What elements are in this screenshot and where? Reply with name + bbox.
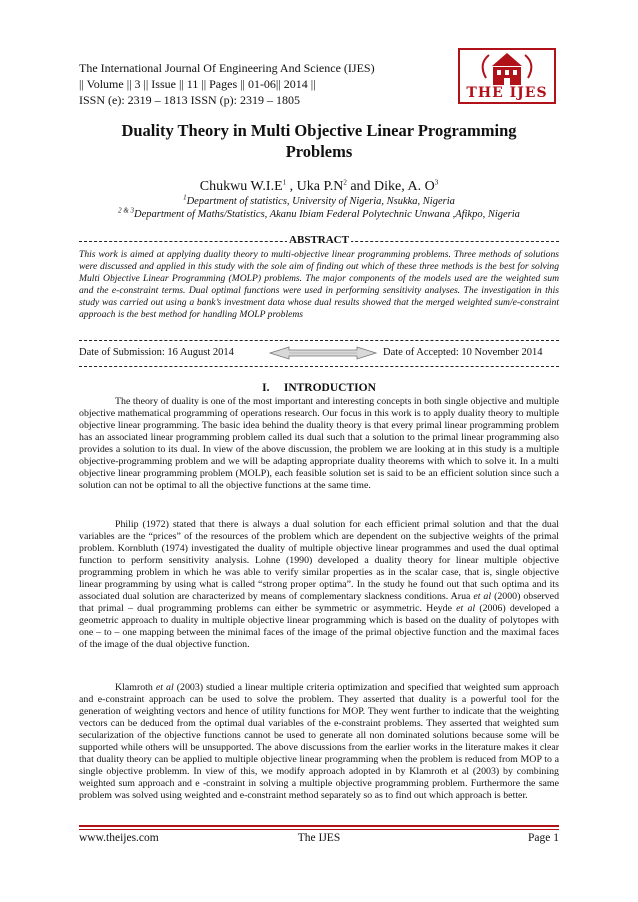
affiliation-2 <box>79 206 559 220</box>
footer-journal: The IJES <box>297 832 341 844</box>
section-title: INTRODUCTION <box>283 382 376 394</box>
author-2-affil-mark: 2 <box>343 178 347 187</box>
date-of-submission: Date of Submission: 16 August 2014 <box>79 347 234 358</box>
affiliation-2-mark: 2 & 3 <box>118 206 135 215</box>
abstract-bottom-rule <box>79 340 559 341</box>
author-3-affil-mark: 3 <box>434 178 439 187</box>
paragraph-1-text: The theory of duality is one of the most important and interesting concepts in both single objective and multiple objective mathematical programming of operations research. Our focus in this work is to apply duality theory to multiple objective linear programming. The basic idea behind the duality theory is that every primal linear programming problem has an associated linear programming problem called its dual such that a solution to the primal linear programming also provides a solution to its dual. In view of the above discussion, the problem we are looking at in this study is a multiple objective-programming problem and we will be adapting appropriate duality theorems with which to solve it. In a multi objective linear programming problem (MOLP), each feasible solution set is said to be an efficient solution since such a solution can not be optimal to all the objective functions at the same time. <box>79 396 559 491</box>
author-separator: , <box>286 179 297 194</box>
affiliation-1 <box>79 193 559 207</box>
journal-logo <box>458 48 556 104</box>
affiliation-2-text: Department of Maths/Statistics, Akanu Ibiam Federal Polytechnic Unwana ,Afikpo, Nigeria <box>134 209 520 220</box>
footer-page-number: Page 1 <box>528 832 559 844</box>
dates-bottom-rule <box>79 366 559 367</box>
intro-paragraph-1 <box>79 396 559 492</box>
double-arrow-icon <box>269 345 377 361</box>
paragraph-2-et-al: et al <box>473 591 492 602</box>
author-separator: and <box>346 179 375 194</box>
journal-header <box>79 60 459 108</box>
date-of-acceptance: Date of Accepted: 10 November 2014 <box>383 347 543 358</box>
paragraph-2-text-c: (2006) developed a geometric approach to duality in multiple objective linear programming which is based on the duality of polytopes with one – to – one mapping between the minimal faces of the image of the primal objective function and the maximal faces of the image of the dual objective function. <box>79 603 559 650</box>
section-heading <box>79 382 559 394</box>
paragraph-3-text-b: (2003) studied a linear multiple criteria optimization and specified that weighted sum approach and e-constraint approach can be used to solve the problem. They asserted that duality is a powerful tool for the generation of weighting vectors and hence of utility functions for MOP. They went further to indicate that the weighting vectors can be deduced from the optimal dual variables of the e-constraint problems. They asserted that weighted sum secularization of the objective functions cannot be used to generate all non dominated solutions because some will be supported while others will be unsupported. The above discussions from the earlier works in the literature makes it clear that duality theory can be applied to multiple objective linear programming when the problem is reduced from MOP to a single objective problemm. In view of this, we modify approach adopted in by Klamroth et al (2003) by combining weighted sum approach and e -constraint in solving a multiple objective programming problem. Furthermore the same problem was solved using weighted and e-constraint method separately so as to find out which approach is better. <box>79 682 559 801</box>
logo-text: THE IJES <box>466 85 548 101</box>
abstract-text: This work is aimed at applying duality theory to multi-objective linear programming problems. Three methods of solutions were discussed and applied in this study with the sole aim of finding out which of these three methods is the best for solving Multi Objective Linear Programming (MOLP) problems. The major components of the models used are the weighted sum and the e-constraint terms. Dual optimal functions were used in performing sensitivity analyses. The investigation in this study was carried out using a bank’s investment data whose dual results showed that the merged weighted sum/e-constraint approach is the best method for handling MOLP problems <box>79 249 559 320</box>
paper-title <box>79 120 559 162</box>
page-footer <box>79 832 559 848</box>
author-2: Uka P.N <box>296 179 344 194</box>
submission-dates <box>79 347 559 361</box>
section-number: I. <box>262 382 270 394</box>
footer-rule <box>79 825 559 827</box>
journal-name: The International Journal Of Engineering And Science (IJES) <box>79 61 375 75</box>
paragraph-3-et-al: et al <box>155 682 174 693</box>
author-1: Chukwu W.I.E <box>199 179 283 194</box>
paragraph-2-et-al: et al <box>456 603 476 614</box>
author-3: Dike, A. O <box>374 179 435 194</box>
paragraph-3-text-a: Klamroth <box>115 682 156 693</box>
author-1-affil-mark: 1 <box>282 178 287 187</box>
abstract-heading-text: ABSTRACT <box>289 234 349 246</box>
author-list <box>79 179 559 195</box>
footer-website[interactable]: www.theijes.com <box>79 832 159 844</box>
intro-paragraph-3 <box>79 682 559 802</box>
journal-volume: || Volume || 3 || Issue || 11 || Pages || 01-06|| 2014 || <box>79 77 316 91</box>
abstract-heading <box>79 234 559 247</box>
journal-issn: ISSN (e): 2319 – 1813 ISSN (p): 2319 – 1805 <box>79 93 300 107</box>
title-line-2: Problems <box>285 142 353 161</box>
affiliation-1-mark: 1 <box>183 193 187 202</box>
paragraph-2-text-b: (2000) observed that primal – dual programming problems can either be symmetric or asymmetric. Heyde <box>79 591 560 614</box>
footer-rule-thin <box>79 829 559 830</box>
title-line-1: Duality Theory in Multi Objective Linear Programming <box>121 121 517 140</box>
paragraph-2-text-a: Philip (1972) stated that there is always a dual solution for each efficient primal solution and that the dual variables are the “prices” of the resources of the problem which are dependent on the subjective weights of the primal problem. Kornbluth (1974) investigated the duality of multiple objective linear programmes and used the dual optimal function to perform sensitivity analysis. Lohne (1990) developed a duality theory for linear multiple objective programming problem in which he was able to verify similar properties as in the scalar case, that is, single objective linear programming by using what is called “strong proper optima”. In the study he found out that such optima and its associated dual solution are characterized by means of complementary slackness conditions. Arua <box>79 519 559 602</box>
affiliation-1-text: Department of statistics, University of Nigeria, Nsukka, Nigeria <box>186 196 455 207</box>
intro-paragraph-2 <box>79 519 559 651</box>
